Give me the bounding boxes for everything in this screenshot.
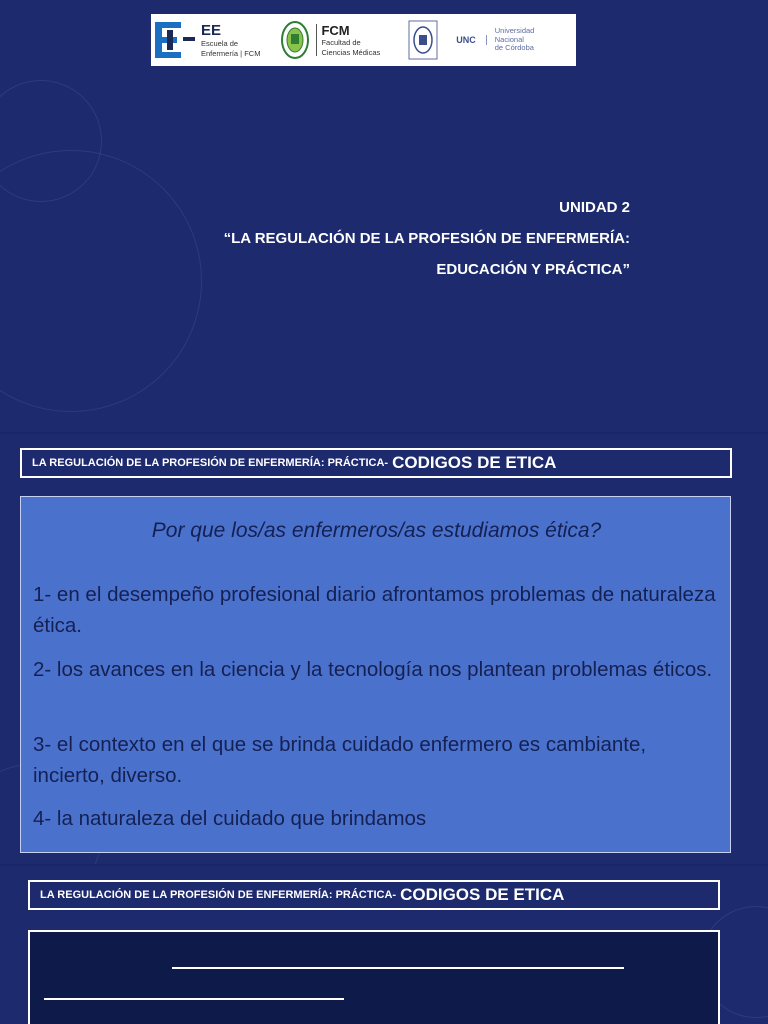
unc-seal-icon	[408, 20, 438, 60]
fcm-line1: Facultad de	[321, 38, 361, 47]
list-item: 2- los avances en la ciencia y la tecnología nos plantean problemas éticos.	[33, 658, 713, 681]
title-line-2: EDUCACIÓN Y PRÁCTICA”	[436, 261, 630, 278]
content-box	[20, 496, 731, 853]
title-line-1: “LA REGULACIÓN DE LA PROFESIÓN DE ENFERMERÍA:	[223, 230, 630, 247]
header-big-text: CODIGOS DE ETICA	[400, 885, 565, 904]
decorative-circle	[0, 150, 202, 412]
fcm-seal-icon	[280, 20, 310, 60]
list-item: 4- la naturaleza del cuidado que brindamos	[33, 807, 427, 830]
ee-line2: Enfermería | FCM	[201, 48, 261, 58]
fcm-logo	[260, 14, 380, 66]
ee-abbr: EE	[201, 22, 222, 39]
ee-emblem-icon	[153, 18, 197, 62]
fcm-line2: Ciencias Médicas	[321, 47, 381, 57]
section-header	[28, 880, 720, 910]
section-header	[20, 448, 732, 478]
unc-line3: de Córdoba	[494, 43, 534, 53]
header-big-text: CODIGOS DE ETICA	[392, 453, 557, 472]
unit-label: UNIDAD 2	[559, 199, 630, 216]
divider-line	[44, 998, 344, 1000]
ee-line1: Escuela de	[201, 39, 239, 48]
content-slide-partial	[0, 866, 768, 1024]
list-item: 1- en el desempeño profesional diario afrontamos problemas de naturaleza ética.	[33, 583, 716, 637]
header-small-text: LA REGULACIÓN DE LA PROFESIÓN DE ENFERMERÍA: PRÁCTICA-	[32, 457, 389, 469]
fcm-abbr: FCM	[321, 23, 350, 38]
unc-line1: Universidad	[494, 26, 535, 36]
list-item: 3- el contexto en el que se brinda cuidado enfermero es cambiante, incierto, diverso.	[33, 733, 647, 787]
unc-abbr: UNC	[456, 35, 487, 45]
divider-line	[172, 967, 624, 969]
unc-line2: Nacional	[494, 34, 524, 44]
logo-banner	[151, 14, 576, 66]
question-heading: Por que los/as enfermeros/as estudiamos ética?	[151, 519, 602, 542]
unc-logo	[408, 20, 534, 60]
content-slide	[0, 434, 768, 864]
header-small-text: LA REGULACIÓN DE LA PROFESIÓN DE ENFERMERÍA: PRÁCTICA-	[40, 889, 397, 901]
content-box	[28, 930, 720, 1024]
title-slide	[0, 0, 768, 432]
ee-logo	[151, 14, 260, 66]
